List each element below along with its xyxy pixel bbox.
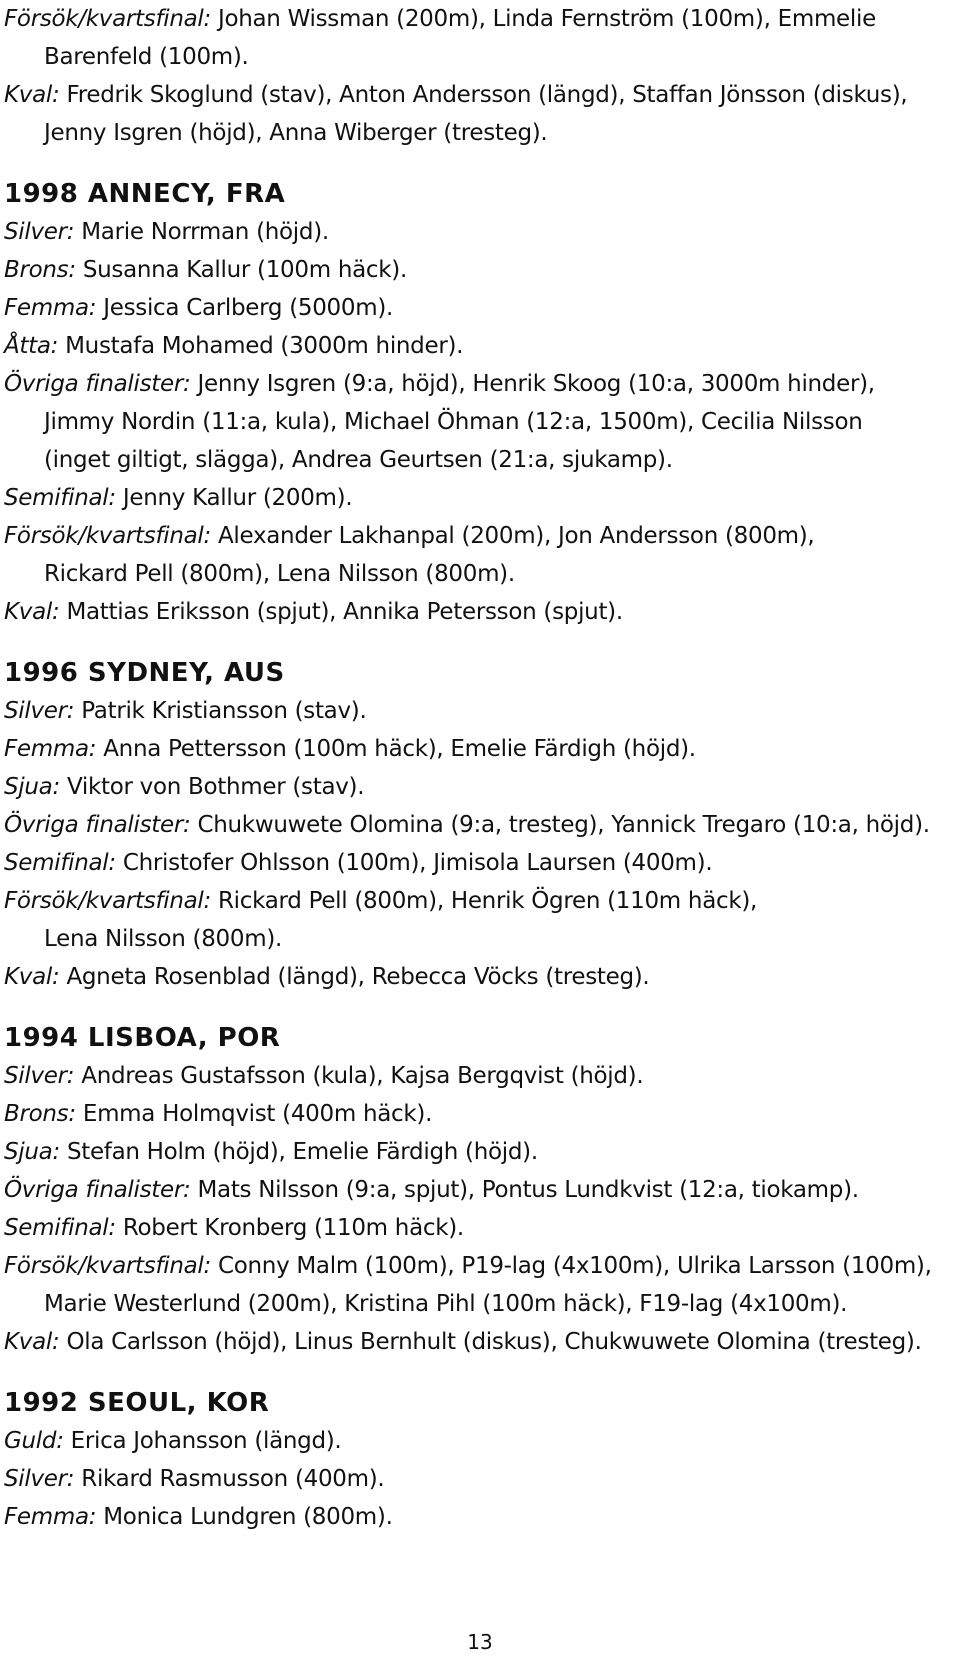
result-line — [4, 806, 954, 844]
result-line — [4, 1095, 954, 1133]
result-text: Emma Holmqvist (400m häck). — [82, 1101, 433, 1127]
result-text: Jimmy Nordin (11:a, kula), Michael Öhman (12:a, 1500m), Cecilia Nilsson — [44, 409, 863, 435]
result-line — [4, 1133, 954, 1171]
result-text: Jenny Isgren (höjd), Anna Wiberger (tresteg). — [44, 120, 548, 146]
result-line — [4, 1460, 954, 1498]
result-text: Ola Carlsson (höjd), Linus Bernhult (diskus), Chukwuwete Olomina (tresteg). — [66, 1329, 922, 1355]
result-line-continuation — [4, 555, 954, 593]
result-label: Kval: — [4, 964, 60, 990]
result-label: Kval: — [4, 1329, 60, 1355]
result-text: Rickard Pell (800m), Lena Nilsson (800m). — [44, 561, 515, 587]
result-label: Femma: — [4, 1504, 97, 1530]
section-heading: 1996 SYDNEY, AUS — [4, 658, 285, 688]
result-text: Jenny Kallur (200m). — [122, 485, 353, 511]
section-gap — [4, 152, 954, 175]
result-line — [4, 593, 954, 631]
result-label: Försök/kvartsfinal: — [4, 6, 211, 32]
result-line — [4, 289, 954, 327]
result-text: Andreas Gustafsson (kula), Kajsa Bergqvist (höjd). — [81, 1063, 644, 1089]
result-line — [4, 327, 954, 365]
result-label: Semifinal: — [4, 485, 116, 511]
result-line — [4, 76, 954, 114]
result-line-continuation — [4, 114, 954, 152]
result-text: Jessica Carlberg (5000m). — [103, 295, 393, 321]
result-text: Fredrik Skoglund (stav), Anton Andersson (längd), Staffan Jönsson (diskus), — [66, 82, 908, 108]
result-text: Johan Wissman (200m), Linda Fernström (100m), Emmelie — [217, 6, 876, 32]
result-label: Semifinal: — [4, 1215, 116, 1241]
result-text: Robert Kronberg (110m häck). — [122, 1215, 464, 1241]
result-line-continuation — [4, 1285, 954, 1323]
result-line — [4, 251, 954, 289]
result-line — [4, 1171, 954, 1209]
section-gap — [4, 996, 954, 1019]
result-line — [4, 768, 954, 806]
result-line — [4, 692, 954, 730]
result-label: Sjua: — [4, 774, 60, 800]
result-text: Marie Westerlund (200m), Kristina Pihl (100m häck), F19-lag (4x100m). — [44, 1291, 848, 1317]
result-text: Stefan Holm (höjd), Emelie Färdigh (höjd). — [66, 1139, 538, 1165]
result-label: Kval: — [4, 82, 60, 108]
result-line — [4, 730, 954, 768]
result-text: Marie Norrman (höjd). — [81, 219, 329, 245]
result-text: Agneta Rosenblad (längd), Rebecca Vöcks (tresteg). — [66, 964, 650, 990]
result-line — [4, 517, 954, 555]
result-text: Rickard Pell (800m), Henrik Ögren (110m häck), — [217, 888, 758, 914]
section-gap — [4, 1361, 954, 1384]
result-label: Femma: — [4, 295, 97, 321]
result-text: Erica Johansson (längd). — [70, 1428, 342, 1454]
result-line — [4, 1057, 954, 1095]
result-label: Brons: — [4, 1101, 76, 1127]
result-line-continuation — [4, 403, 954, 441]
result-text: Jenny Isgren (9:a, höjd), Henrik Skoog (10:a, 3000m hinder), — [197, 371, 875, 397]
result-label: Silver: — [4, 219, 75, 245]
result-line — [4, 958, 954, 996]
result-label: Kval: — [4, 599, 60, 625]
result-text: Viktor von Bothmer (stav). — [66, 774, 365, 800]
result-line — [4, 882, 954, 920]
section-gap — [4, 631, 954, 654]
result-label: Försök/kvartsfinal: — [4, 523, 211, 549]
result-line — [4, 1247, 954, 1285]
result-label: Silver: — [4, 1063, 75, 1089]
result-text: Monica Lundgren (800m). — [103, 1504, 393, 1530]
result-line-continuation — [4, 920, 954, 958]
result-text: Mattias Eriksson (spjut), Annika Petersson (spjut). — [66, 599, 623, 625]
result-line — [4, 844, 954, 882]
result-text: Mats Nilsson (9:a, spjut), Pontus Lundkvist (12:a, tiokamp). — [197, 1177, 859, 1203]
result-text: Rikard Rasmusson (400m). — [81, 1466, 385, 1492]
result-line — [4, 0, 954, 38]
page-number: 13 — [467, 1630, 493, 1654]
result-line — [4, 213, 954, 251]
result-text: Conny Malm (100m), P19-lag (4x100m), Ulrika Larsson (100m), — [217, 1253, 932, 1279]
result-label: Brons: — [4, 257, 76, 283]
result-line-continuation — [4, 441, 954, 479]
result-line — [4, 1323, 954, 1361]
result-label: Femma: — [4, 736, 97, 762]
result-line — [4, 1498, 954, 1536]
result-label: Försök/kvartsfinal: — [4, 888, 211, 914]
result-line — [4, 365, 954, 403]
result-label: Guld: — [4, 1428, 64, 1454]
result-text: Barenfeld (100m). — [44, 44, 249, 70]
result-text: (inget giltigt, slägga), Andrea Geurtsen (21:a, sjukamp). — [44, 447, 673, 473]
document-body — [4, 0, 954, 1536]
section-heading: 1994 LISBOA, POR — [4, 1023, 281, 1053]
result-line-continuation — [4, 38, 954, 76]
result-text: Patrik Kristiansson (stav). — [81, 698, 367, 724]
result-label: Övriga finalister: — [4, 1177, 191, 1203]
result-text: Alexander Lakhanpal (200m), Jon Andersson (800m), — [217, 523, 815, 549]
result-label: Övriga finalister: — [4, 812, 191, 838]
result-text: Anna Pettersson (100m häck), Emelie Färdigh (höjd). — [103, 736, 696, 762]
result-label: Åtta: — [4, 333, 59, 359]
result-label: Silver: — [4, 1466, 75, 1492]
result-text: Mustafa Mohamed (3000m hinder). — [65, 333, 464, 359]
result-label: Försök/kvartsfinal: — [4, 1253, 211, 1279]
result-text: Susanna Kallur (100m häck). — [82, 257, 407, 283]
result-text: Christofer Ohlsson (100m), Jimisola Laursen (400m). — [122, 850, 713, 876]
result-label: Sjua: — [4, 1139, 60, 1165]
section-heading: 1998 ANNECY, FRA — [4, 179, 286, 209]
result-label: Semifinal: — [4, 850, 116, 876]
result-text: Lena Nilsson (800m). — [44, 926, 283, 952]
result-text: Chukwuwete Olomina (9:a, tresteg), Yannick Tregaro (10:a, höjd). — [197, 812, 930, 838]
section-heading: 1992 SEOUL, KOR — [4, 1388, 270, 1418]
result-line — [4, 479, 954, 517]
result-line — [4, 1422, 954, 1460]
result-line — [4, 1209, 954, 1247]
result-label: Silver: — [4, 698, 75, 724]
result-label: Övriga finalister: — [4, 371, 191, 397]
